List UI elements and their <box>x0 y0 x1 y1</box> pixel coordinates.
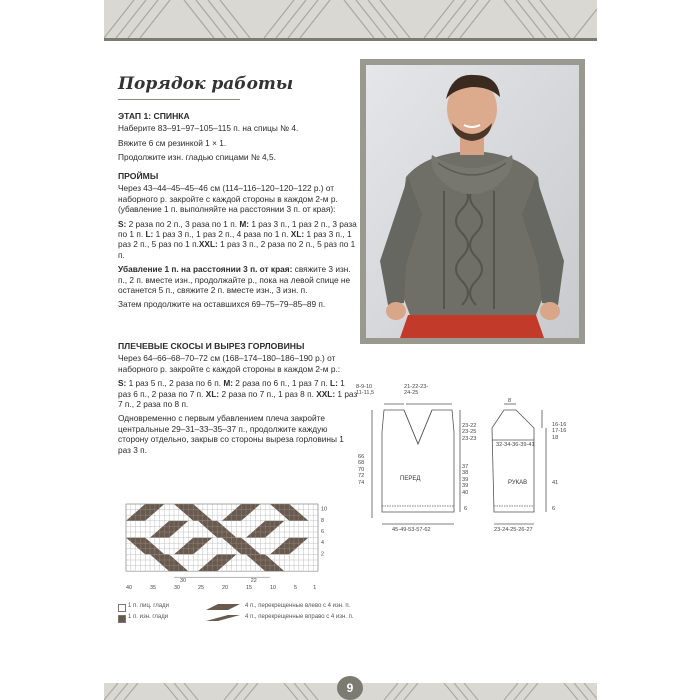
header-rule <box>104 38 597 41</box>
armholes-title: ПРОЙМЫ <box>118 171 159 181</box>
shoulders-intro: Через 64–66–68–70–72 см (168–174–180–186–190 р.) от наборного р. закройте с каждой стороны в каждом 2-м р.: <box>118 353 341 374</box>
front-rib-dim: 6 <box>464 506 468 512</box>
chart-row-number: 2 <box>321 551 324 558</box>
chart-row-number: 8 <box>321 517 324 524</box>
legend-purl: 1 п. изн. глади <box>128 614 169 620</box>
shoulders-final: Одновременно с первым убавлением плеча закройте центральные 29–31–33–35–37 п., продолжите каждую сторону отдельно, закрыв со стороны выреза горловины 1 раз 3 п. <box>118 413 344 455</box>
sleeve-length-dim: 41 <box>552 480 559 486</box>
title-underline <box>118 99 240 100</box>
front-label: ПЕРЕД <box>400 476 421 482</box>
armholes-sizes: S: 2 раза по 2 п., 3 раза по 1 п. M: 1 раз 3 п., 1 раз 2 п., 3 раза по 1 п. L: 1 раз 3 п., 1 раз 2 п., 4 раза по 1 п. XL: 1 раз 3 п., 1 раз 2 п., 5 раз по 1 п.XXL: 1 раз 3 п., 2 раза по 2 п., 5 раз по 1 п. <box>118 218 357 260</box>
armholes-continue: Затем продолжите на оставшихся 69–75–79–85–89 п. <box>118 299 326 310</box>
stage1-line: Продолжите изн. гладью спицами № 4,5. <box>118 152 276 163</box>
page-number: 9 <box>337 676 363 700</box>
chart-col-number: 30 <box>174 585 180 592</box>
sleeve-rib-dim: 6 <box>552 506 556 512</box>
armholes-section <box>118 171 358 310</box>
chart-repeat-label: 22 <box>250 578 257 585</box>
decrease-instruction: Убавление 1 п. на расстоянии 3 п. от края: свяжите 3 изн. п., 2 п. вместе изн., продолжайте р., пока на левой спице не останется 5 п., свяжите 2 п. вместе изн., 3 изн. п. <box>118 264 351 296</box>
stage1-line: Вяжите 6 см резинкой 1 × 1. <box>118 137 227 148</box>
chart-col-number: 25 <box>198 585 204 592</box>
legend-cross-left: 4 п., перекрещенные влево с 4 изн. п. <box>245 603 351 609</box>
chart-col-number: 5 <box>294 585 297 592</box>
chart-col-number: 10 <box>270 585 276 592</box>
stage1-section <box>118 111 358 163</box>
model-photo <box>366 65 579 338</box>
front-top-center-dim: 21-22-23- 24-25 <box>404 384 429 397</box>
shoulders-sizes: S: 1 раз 5 п., 2 раза по 6 п. M: 2 раза по 6 п., 1 раз 7 п. L: 1 раз 6 п., 2 раза по 7 п. XL: 2 раза по 7 п., 1 раз 8 п. XXL: 1 раз 7 п., 2 раза по 8 п. <box>118 378 358 410</box>
legend-knit: 1 п. лиц. глади <box>128 603 169 609</box>
chart-row-number: 4 <box>321 540 324 547</box>
shoulders-section <box>118 341 358 455</box>
sleeve-top-dim: 8 <box>508 398 512 404</box>
front-top-left-dim: 8-9-10 11-11,5 <box>356 384 375 397</box>
chart-row-number: 10 <box>321 506 327 513</box>
front-right-top-dims: 23-22 23-25 23-23 <box>462 423 477 442</box>
front-bottom-dim: 45-49-53-57-62 <box>392 527 431 533</box>
sleeve-label: РУКАВ <box>508 480 528 486</box>
armholes-intro: Через 43–44–45–45–46 см (114–116–120–120–122 р.) от наборного р. закройте с каждой стороны в каждом 2-м р. (убавление 1 п. выполняйте на расстоянии 3 п. от края): <box>118 183 338 215</box>
knit-symbol <box>118 604 126 612</box>
chart-col-number: 35 <box>150 585 156 592</box>
cable-cross-icons <box>206 604 240 622</box>
shoulders-title: ПЛЕЧЕВЫЕ СКОСЫ И ВЫРЕЗ ГОРЛОВИНЫ <box>118 341 305 351</box>
stage1-line: Наберите 83–91–97–105–115 п. на спицы № 4. <box>118 123 299 134</box>
chart-col-number: 20 <box>222 585 228 592</box>
chart-legend <box>118 604 448 630</box>
front-left-dims: 66 68 70 72 74 <box>358 454 365 486</box>
front-right-mid-dims: 37 38 39 39 40 <box>462 464 469 496</box>
sleeve-right-top-dims: 16-16 17-16 18 <box>552 422 567 441</box>
knitting-chart <box>118 500 330 594</box>
header-pattern-band <box>104 0 597 38</box>
garment-schematic <box>356 384 586 544</box>
chart-repeat-label: 30 <box>180 578 186 585</box>
chart-col-number: 40 <box>126 585 132 592</box>
legend-cross-right: 4 п., перекрещенные вправо с 4 изн. п. <box>245 614 354 620</box>
chart-row-number: 6 <box>321 529 324 535</box>
stage1-title: ЭТАП 1: СПИНКА <box>118 111 190 121</box>
sleeve-bottom-dim: 23-24-25-26-27 <box>494 527 533 533</box>
chart-col-number: 1 <box>313 585 317 592</box>
sleeve-width-dim: 32-34-36-39-41 <box>496 442 535 448</box>
purl-symbol <box>118 615 126 623</box>
chart-col-number: 15 <box>246 585 252 592</box>
page-title: Порядок работы <box>118 74 294 94</box>
